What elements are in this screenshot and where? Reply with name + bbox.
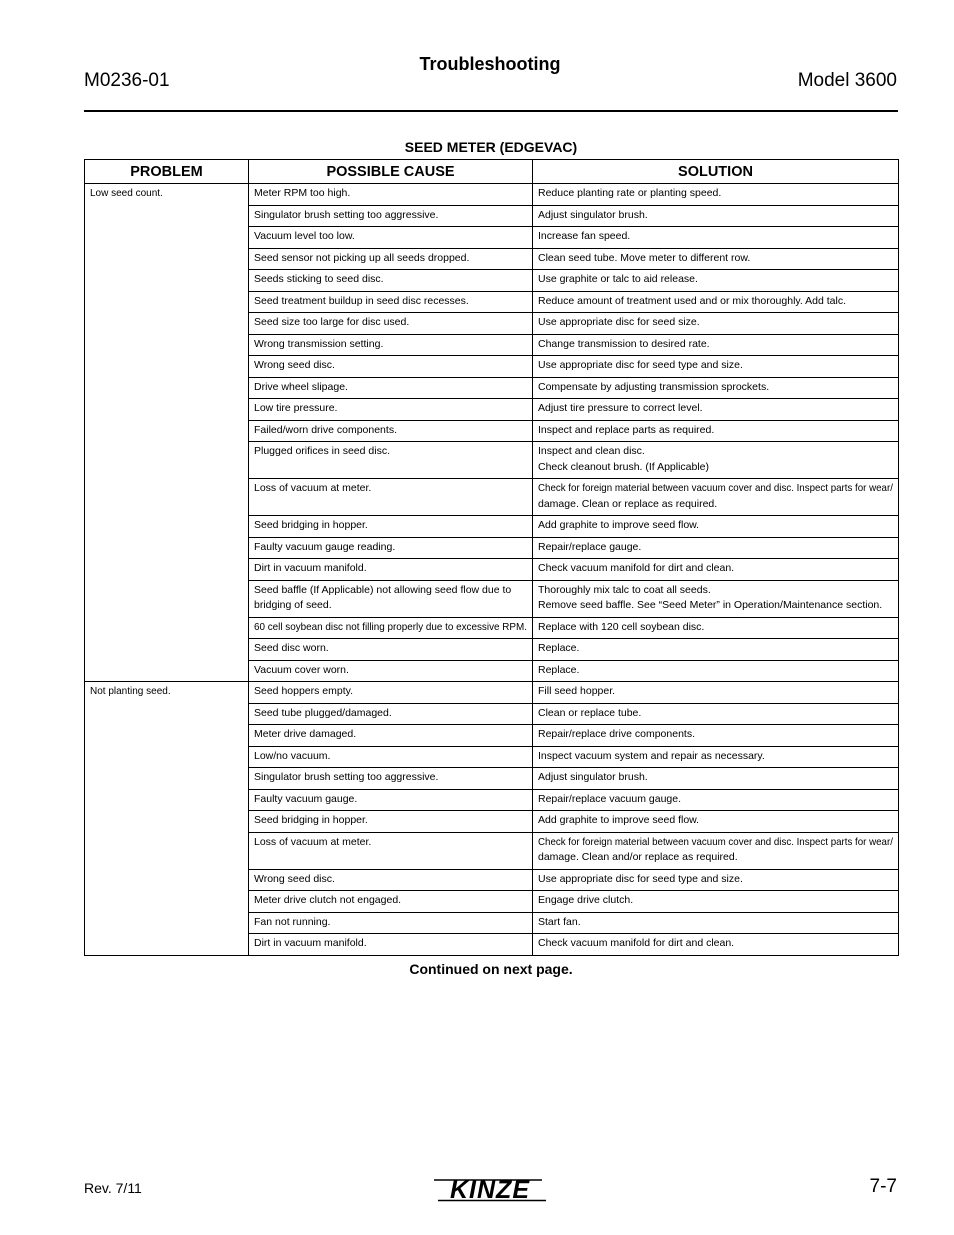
cause-text: Dirt in vacuum manifold. (254, 937, 367, 949)
cause-text: Seed baffle (If Applicable) not allowing seed flow due to (254, 583, 512, 596)
cause-cell (249, 703, 533, 725)
column-header-problem: PROBLEM (85, 160, 249, 184)
cause-cell (249, 442, 533, 479)
solution-text: Add graphite to improve seed flow. (538, 814, 700, 826)
solution-text: Replace with 120 cell soybean disc. (538, 620, 705, 633)
page-number: 7-7 (869, 1176, 897, 1197)
cause-text: Vacuum cover worn. (254, 663, 349, 676)
cause-cell (249, 934, 533, 956)
solution-cell (533, 746, 899, 768)
cause-cell (249, 891, 533, 913)
solution-text: Use appropriate disc for seed type and size. (538, 359, 743, 371)
solution-cell (533, 832, 899, 869)
solution-text: Use appropriate disc for seed type and size. (538, 872, 743, 885)
solution-cell (533, 205, 899, 227)
cause-text: 60 cell soybean disc not filling properly due to excessive RPM. (254, 620, 527, 633)
cause-cell (249, 912, 533, 934)
kinze-logo (430, 1177, 550, 1203)
cause-cell (249, 313, 533, 335)
cause-cell (249, 184, 533, 206)
solution-cell (533, 811, 899, 833)
cause-text: Wrong seed disc. (254, 872, 335, 885)
solution-text: Thoroughly mix talc to coat all seeds. (538, 583, 711, 596)
solution-cell (533, 639, 899, 661)
cause-cell (249, 832, 533, 869)
solution-text: Check for foreign material between vacuum cover and disc. Inspect parts for wear/ (538, 482, 893, 494)
solution-text: Check vacuum manifold for dirt and clean. (538, 937, 735, 949)
cause-cell (249, 205, 533, 227)
solution-cell (533, 442, 899, 479)
solution-cell (533, 580, 899, 617)
solution-cell (533, 682, 899, 704)
solution-text: Increase fan speed. (538, 230, 631, 242)
cause-cell (249, 248, 533, 270)
revision-label: Rev. 7/11 (84, 1180, 142, 1196)
solution-text: Add graphite to improve seed flow. (538, 519, 700, 531)
cause-text: Singulator brush setting too aggressive. (254, 208, 439, 221)
solution-cell (533, 479, 899, 516)
solution-text: damage. Clean or replace as required. (538, 497, 718, 510)
troubleshooting-table (84, 159, 899, 956)
solution-cell (533, 291, 899, 313)
cause-text: Seed disc worn. (254, 642, 329, 654)
solution-cell (533, 420, 899, 442)
solution-cell (533, 703, 899, 725)
solution-text: Fill seed hopper. (538, 685, 616, 697)
cause-cell (249, 580, 533, 617)
solution-cell (533, 377, 899, 399)
cause-cell (249, 537, 533, 559)
cause-text: Seed sensor not picking up all seeds dropped. (254, 251, 470, 264)
cause-text: Meter drive damaged. (254, 728, 357, 740)
solution-cell (533, 869, 899, 891)
solution-text: Repair/replace gauge. (538, 540, 642, 553)
solution-cell (533, 356, 899, 378)
solution-cell (533, 399, 899, 421)
cause-cell (249, 516, 533, 538)
cause-cell (249, 869, 533, 891)
solution-cell (533, 334, 899, 356)
solution-text: Compensate by adjusting transmission sprockets. (538, 380, 770, 393)
problem-cell: Low seed count. (85, 184, 249, 682)
cause-text: Drive wheel slipage. (254, 380, 348, 393)
table-header-row (85, 160, 899, 184)
solution-text: Clean or replace tube. (538, 706, 642, 719)
solution-cell (533, 270, 899, 292)
solution-text: Start fan. (538, 915, 581, 928)
cause-text: Loss of vacuum at meter. (254, 835, 372, 848)
header-rule (84, 110, 898, 112)
svg-text:KINZE: KINZE (450, 1177, 530, 1203)
cause-text: Seed treatment buildup in seed disc recesses. (254, 294, 469, 307)
solution-cell (533, 227, 899, 249)
cause-text: bridging of seed. (254, 599, 332, 611)
cause-cell (249, 420, 533, 442)
solution-text: Repair/replace vacuum gauge. (538, 792, 682, 805)
cause-cell (249, 270, 533, 292)
column-header-solution: SOLUTION (533, 160, 899, 184)
solution-text: damage. Clean and/or replace as required. (538, 851, 738, 863)
cause-cell (249, 334, 533, 356)
cause-cell (249, 479, 533, 516)
solution-text: Adjust singulator brush. (538, 208, 648, 221)
solution-text: Replace. (538, 642, 580, 654)
document-number: M0236-01 (84, 70, 170, 91)
cause-text: Seed size too large for disc used. (254, 316, 410, 328)
cause-text: Wrong seed disc. (254, 359, 335, 371)
solution-text: Check vacuum manifold for dirt and clean. (538, 562, 735, 574)
solution-text: Inspect vacuum system and repair as necessary. (538, 749, 765, 762)
solution-text: Check for foreign material between vacuum cover and disc. Inspect parts for wear/ (538, 835, 893, 848)
cause-cell (249, 617, 533, 639)
cause-text: Low tire pressure. (254, 402, 338, 414)
cause-text: Meter drive clutch not engaged. (254, 894, 402, 906)
cause-text: Failed/worn drive components. (254, 423, 397, 436)
solution-cell (533, 559, 899, 581)
solution-text: Reduce amount of treatment used and or mix thoroughly. Add talc. (538, 294, 846, 307)
cause-cell (249, 399, 533, 421)
cause-text: Seed hoppers empty. (254, 685, 354, 697)
cause-text: Faulty vacuum gauge. (254, 792, 358, 805)
solution-text: Repair/replace drive components. (538, 728, 695, 740)
solution-cell (533, 768, 899, 790)
section-title: SEED METER (EDGEVAC) (404, 139, 578, 155)
solution-text: Check cleanout brush. (If Applicable) (538, 460, 710, 473)
cause-text: Seeds sticking to seed disc. (254, 273, 384, 285)
cause-text: Dirt in vacuum manifold. (254, 562, 367, 574)
solution-text: Change transmission to desired rate. (538, 337, 710, 350)
cause-cell (249, 660, 533, 682)
cause-cell (249, 227, 533, 249)
solution-cell (533, 248, 899, 270)
cause-cell (249, 725, 533, 747)
table-row (85, 184, 899, 206)
solution-cell (533, 789, 899, 811)
cause-cell (249, 682, 533, 704)
problem-cell: Not planting seed. (85, 682, 249, 956)
cause-text: Fan not running. (254, 915, 331, 928)
solution-cell (533, 891, 899, 913)
model-name: Model 3600 (797, 70, 897, 91)
solution-cell (533, 934, 899, 956)
solution-cell (533, 537, 899, 559)
solution-text: Clean seed tube. Move meter to different row. (538, 251, 751, 264)
solution-cell (533, 516, 899, 538)
cause-cell (249, 356, 533, 378)
cause-text: Seed tube plugged/damaged. (254, 706, 392, 719)
solution-cell (533, 912, 899, 934)
solution-cell (533, 617, 899, 639)
solution-cell (533, 313, 899, 335)
cause-text: Wrong transmission setting. (254, 337, 384, 350)
page-title: Troubleshooting (419, 54, 561, 74)
solution-text: Remove seed baffle. See “Seed Meter” in Operation/Maintenance section. (538, 599, 883, 611)
solution-text: Replace. (538, 663, 580, 676)
solution-text: Adjust tire pressure to correct level. (538, 402, 703, 414)
cause-cell (249, 768, 533, 790)
cause-cell (249, 559, 533, 581)
cause-text: Singulator brush setting too aggressive. (254, 771, 439, 783)
solution-text: Inspect and replace parts as required. (538, 423, 715, 436)
cause-text: Seed bridging in hopper. (254, 519, 368, 531)
solution-cell (533, 660, 899, 682)
solution-text: Use graphite or talc to aid release. (538, 273, 698, 285)
cause-cell (249, 377, 533, 399)
solution-text: Inspect and clean disc. (538, 445, 645, 457)
solution-cell (533, 184, 899, 206)
cause-text: Loss of vacuum at meter. (254, 482, 372, 494)
cause-cell (249, 291, 533, 313)
solution-text: Engage drive clutch. (538, 894, 634, 906)
column-header-cause: POSSIBLE CAUSE (249, 160, 533, 184)
cause-text: Meter RPM too high. (254, 187, 351, 199)
continued-note: Continued on next page. (409, 961, 573, 977)
cause-text: Faulty vacuum gauge reading. (254, 540, 396, 553)
solution-text: Adjust singulator brush. (538, 771, 648, 783)
cause-text: Seed bridging in hopper. (254, 814, 368, 826)
cause-text: Low/no vacuum. (254, 749, 331, 762)
solution-cell (533, 725, 899, 747)
cause-text: Vacuum level too low. (254, 230, 355, 242)
solution-text: Use appropriate disc for seed size. (538, 316, 700, 328)
solution-text: Reduce planting rate or planting speed. (538, 187, 722, 199)
cause-cell (249, 789, 533, 811)
cause-cell (249, 811, 533, 833)
cause-text: Plugged orifices in seed disc. (254, 445, 390, 457)
cause-cell (249, 746, 533, 768)
table-row (85, 682, 899, 704)
cause-cell (249, 639, 533, 661)
